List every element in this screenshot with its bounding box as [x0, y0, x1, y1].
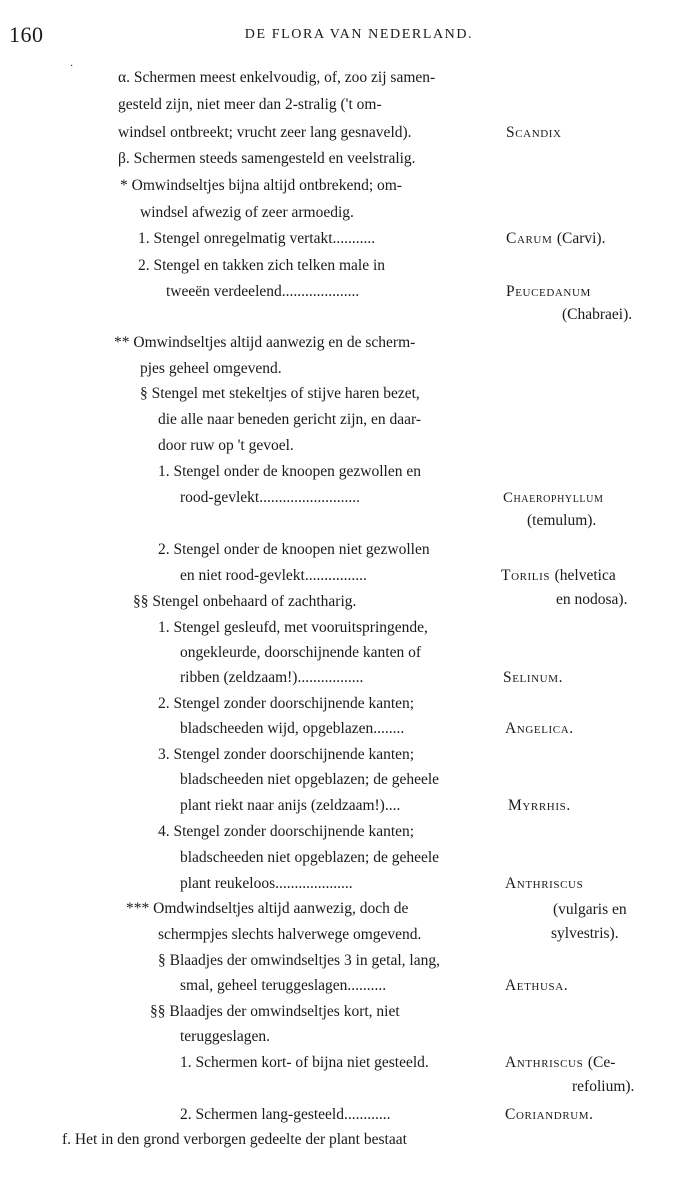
genus-note-line: (vulgaris en [553, 901, 627, 918]
key-line: 4. Stengel zonder doorschijnende kanten; [158, 823, 415, 840]
genus-entry [503, 668, 563, 688]
genus-name: Coriandrum. [505, 1106, 594, 1123]
key-line: windsel afwezig of zeer armoedig. [140, 204, 354, 221]
genus-name: Peucedanum [506, 283, 591, 300]
key-line: β. Schermen steeds samengesteld en veelstralig. [118, 150, 416, 167]
genus-entry [506, 229, 605, 249]
key-line: f. Het in den grond verborgen gedeelte der plant bestaat [62, 1131, 407, 1148]
genus-entry [505, 1105, 594, 1125]
key-line: * Omwindseltjes bijna altijd ontbrekend; om- [120, 177, 402, 194]
key-line: § Blaadjes der omwindseltjes 3 in getal, lang, [158, 952, 440, 969]
genus-name: Anthriscus [505, 1054, 584, 1071]
key-line: 2. Stengel en takken zich telken male in [138, 257, 386, 274]
genus-entry [503, 488, 603, 508]
key-line: 1. Stengel onder de knoopen gezwollen en [158, 463, 421, 480]
genus-entry [505, 719, 574, 739]
page-number: 160 [9, 22, 44, 47]
key-line: 2. Schermen lang-gesteeld............ [180, 1106, 391, 1123]
key-line: α. Schermen meest enkelvoudig, of, zoo zij samen- [118, 69, 436, 86]
key-line: gesteld zijn, niet meer dan 2-stralig ('t om- [118, 96, 382, 113]
genus-note: (Carvi). [556, 230, 606, 247]
key-line: en niet rood-gevlekt................ [180, 567, 367, 584]
genus-name: Anthriscus [505, 875, 584, 892]
genus-note-line: sylvestris). [551, 925, 619, 942]
key-line: tweeën verdeelend.................... [166, 283, 360, 300]
key-line: ongekleurde, doorschijnende kanten of [180, 644, 422, 661]
genus-note-line: (temulum). [527, 512, 597, 529]
genus-name: Selinum. [503, 669, 564, 686]
genus-entry [505, 976, 568, 996]
key-line: 1. Stengel onregelmatig vertakt........... [138, 230, 376, 247]
genus-name: Aethusa. [505, 977, 569, 994]
key-line: 2. Stengel zonder doorschijnende kanten; [158, 695, 415, 712]
key-line: bladscheeden niet opgeblazen; de geheele [180, 849, 440, 866]
key-line: plant riekt naar anijs (zeldzaam!).... [180, 797, 401, 814]
key-line: bladscheeden niet opgeblazen; de geheele [180, 771, 440, 788]
genus-entry [501, 566, 616, 586]
genus-name: Angelica. [505, 720, 574, 737]
key-line: plant reukeloos.................... [180, 875, 353, 892]
key-line: §§ Blaadjes der omwindseltjes kort, niet [150, 1003, 400, 1020]
key-line: bladscheeden wijd, opgeblazen........ [180, 720, 405, 737]
key-line: §§ Stengel onbehaard of zachtharig. [133, 593, 357, 610]
genus-entry [506, 282, 591, 302]
key-line: die alle naar beneden gericht zijn, en daar- [158, 411, 422, 428]
key-line: door ruw op 't gevoel. [158, 437, 294, 454]
key-line: schermpjes slechts halverwege omgevend. [158, 926, 422, 943]
key-line: pjes geheel omgevend. [140, 360, 282, 377]
key-line: ribben (zeldzaam!)................. [180, 669, 364, 686]
genus-entry [508, 796, 571, 816]
key-line: rood-gevlekt.......................... [180, 489, 360, 506]
key-line: 1. Stengel gesleufd, met vooruitspringende, [158, 619, 428, 636]
genus-note-line: refolium). [572, 1078, 635, 1095]
key-line: windsel ontbreekt; vrucht zeer lang gesnaveld). [118, 124, 412, 141]
genus-note-line: en nodosa). [556, 591, 628, 608]
genus-name: Myrrhis. [508, 797, 571, 814]
stray-dot: · [70, 61, 74, 72]
key-line: 3. Stengel zonder doorschijnende kanten; [158, 746, 415, 763]
genus-name: Scandix [506, 124, 562, 141]
key-line: 2. Stengel onder de knoopen niet gezwollen [158, 541, 430, 558]
key-line: teruggeslagen. [180, 1028, 270, 1045]
key-line: smal, geheel teruggeslagen.......... [180, 977, 387, 994]
key-line: 1. Schermen kort- of bijna niet gesteeld. [180, 1054, 429, 1071]
running-title: DE FLORA VAN NEDERLAND. [244, 27, 474, 42]
genus-note: (Ce- [587, 1054, 616, 1071]
genus-entry [505, 1053, 615, 1073]
genus-name: Torilis [501, 567, 551, 584]
genus-name: Carum [506, 230, 553, 247]
genus-entry [505, 874, 583, 894]
genus-entry [506, 123, 562, 143]
key-line: *** Omdwindseltjes altijd aanwezig, doch de [126, 900, 409, 917]
genus-note-line: (Chabraei). [562, 306, 633, 323]
genus-note: (helvetica [554, 567, 616, 584]
key-line: § Stengel met stekeltjes of stijve haren bezet, [140, 385, 420, 402]
genus-name: Chaerophyllum [503, 490, 604, 506]
key-line: ** Omwindseltjes altijd aanwezig en de scherm- [114, 334, 416, 351]
